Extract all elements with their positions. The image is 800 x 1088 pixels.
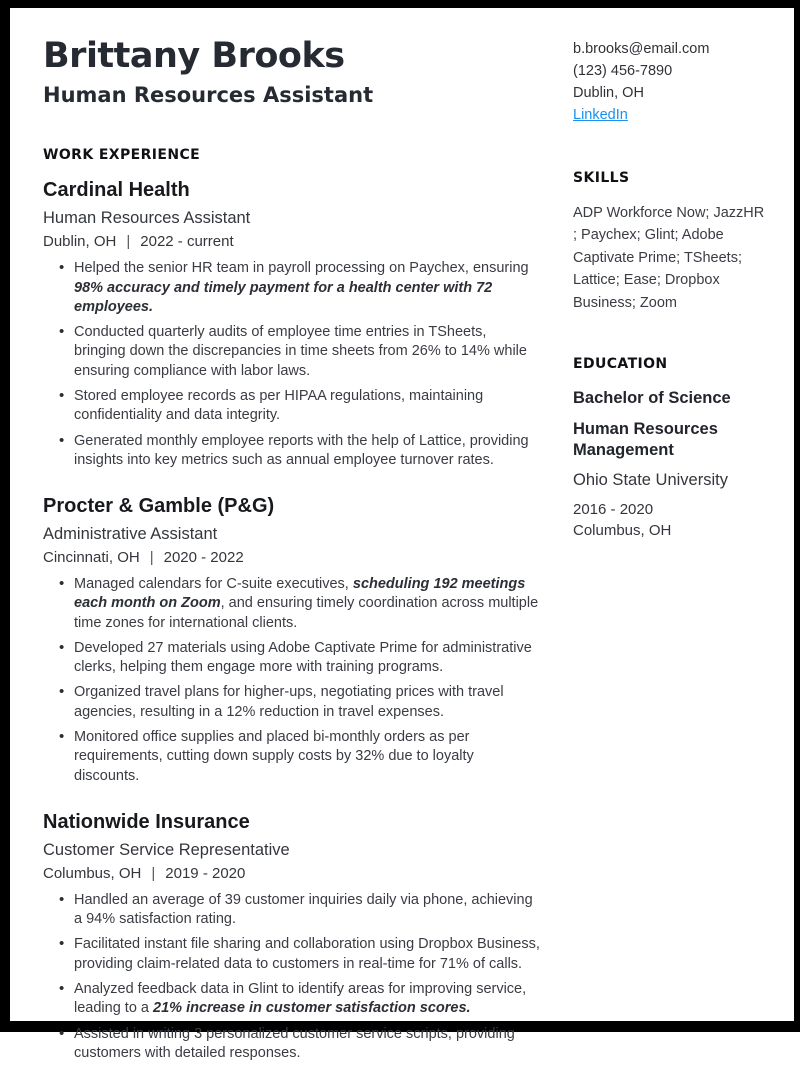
job-dates: 2020 - 2022 — [163, 549, 244, 567]
skills-section — [573, 170, 766, 314]
bullet-text: , and ensuring timely coordination across multiple time zones for international clients. — [74, 595, 539, 631]
bullet-list — [43, 575, 541, 786]
contact-block — [573, 38, 766, 126]
bullet-text: Stored employee records as per HIPAA regulations, maintaining confidentiality and data integrity. — [74, 387, 484, 424]
education-dates-text: 2016 - 2020 — [573, 500, 654, 518]
company-name: Procter & Gamble (P&G) — [43, 495, 275, 518]
bullet-item — [43, 980, 541, 1019]
section-heading-skills: SKILLS — [573, 170, 630, 186]
email-text: b.brooks@email.com — [573, 41, 710, 57]
skills-text: ADP Workforce Now; JazzHR ; Paychex; Glint; Adobe Captivate Prime; TSheets; Lattice; Ease; Dropbox Business; Zoom — [573, 205, 765, 311]
bullet-text: Assisted in writing 3 personalized customer service scripts, providing customers with detailed responses. — [74, 1025, 515, 1061]
job-entry — [43, 179, 541, 470]
job-entry — [43, 495, 541, 786]
bullet-text: Handled an average of 39 customer inquiries daily via phone, achieving a 94% satisfaction rating. — [74, 891, 533, 928]
bullet-text: Monitored office supplies and placed bi-monthly orders as per requirements, cutting down supply costs by 32% due to loyalty discounts. — [74, 729, 474, 784]
bullet-text: Helped the senior HR team in payroll processing on Paychex, ensuring — [74, 260, 529, 277]
bullet-item — [43, 935, 541, 974]
job-meta — [43, 549, 541, 566]
school-text: Ohio State University — [573, 470, 728, 489]
job-location: Dublin, OH — [43, 233, 117, 251]
company-name: Cardinal Health — [43, 179, 190, 202]
job-dates: 2019 - 2020 — [165, 864, 246, 882]
bullet-text: Managed calendars for C-suite executives, — [74, 576, 353, 593]
job-role: Human Resources Assistant — [43, 209, 251, 228]
bullet-list — [43, 891, 541, 1063]
job-entry — [43, 811, 541, 1063]
job-role: Administrative Assistant — [43, 525, 218, 544]
bullet-emphasis: 21% increase in customer satisfaction scores. — [153, 1000, 471, 1017]
job-meta — [43, 233, 541, 250]
bullet-emphasis: 98% accuracy and timely payment for a health center with 72 employees. — [74, 279, 493, 315]
job-meta — [43, 865, 541, 882]
bullet-text: Generated monthly employee reports with the help of Lattice, providing insights into key metrics such as annual employee turnover rates. — [74, 432, 529, 468]
job-role: Customer Service Representative — [43, 840, 290, 859]
meta-separator: | — [149, 549, 154, 567]
company-name: Nationwide Insurance — [43, 810, 250, 833]
linkedin-link[interactable]: LinkedIn — [573, 107, 628, 123]
bullet-item — [43, 1025, 541, 1064]
bullet-text: Organized travel plans for higher-ups, negotiating prices with travel agencies, resulting in a 12% reduction in travel expenses. — [74, 684, 504, 720]
meta-separator: | — [126, 233, 131, 251]
meta-separator: | — [151, 864, 156, 882]
section-heading-education: EDUCATION — [573, 356, 668, 373]
bullet-item — [43, 432, 541, 471]
bullet-text: Conducted quarterly audits of employee time entries in TSheets, bringing down the discrepancies in time sheets from 26% to 14% while ensuring compliance with labor laws. — [74, 324, 527, 379]
bullet-item — [43, 891, 541, 930]
education-section — [573, 356, 766, 542]
page-inner — [10, 8, 794, 1088]
bullet-item — [43, 728, 541, 786]
phone-text: (123) 456-7890 — [573, 63, 673, 79]
bullet-list — [43, 259, 541, 470]
bullet-text: Analyzed feedback data in Glint to identify areas for improving service, leading to a — [74, 981, 527, 1017]
bullet-item — [43, 387, 541, 426]
bullet-emphasis: scheduling 192 meetings each month on Zoom — [74, 576, 526, 612]
job-location: Columbus, OH — [43, 864, 142, 882]
education-location-text: Columbus, OH — [573, 522, 672, 540]
job-location: Cincinnati, OH — [43, 549, 140, 567]
job-dates: 2022 - current — [140, 233, 234, 251]
bullet-item — [43, 323, 541, 381]
section-heading-work-experience: WORK EXPERIENCE — [43, 147, 201, 164]
major-text: Human Resources Management — [573, 419, 718, 460]
bullet-item — [43, 259, 541, 317]
bullet-item — [43, 575, 541, 633]
name-heading: Brittany Brooks — [43, 36, 345, 76]
main-column — [43, 36, 541, 1088]
title-heading: Human Resources Assistant — [43, 83, 374, 108]
contact-location-text: Dublin, OH — [573, 85, 644, 101]
degree-text: Bachelor of Science — [573, 389, 731, 408]
bullet-text: Facilitated instant file sharing and collaboration using Dropbox Business, providing claim-related data to customers in real-time for 71% of calls. — [74, 936, 540, 972]
bullet-item — [43, 683, 541, 722]
bullet-text: Developed 27 materials using Adobe Captivate Prime for administrative clerks, helping them engage more with training programs. — [74, 639, 532, 676]
side-column — [573, 36, 766, 1088]
bullet-item — [43, 639, 541, 678]
